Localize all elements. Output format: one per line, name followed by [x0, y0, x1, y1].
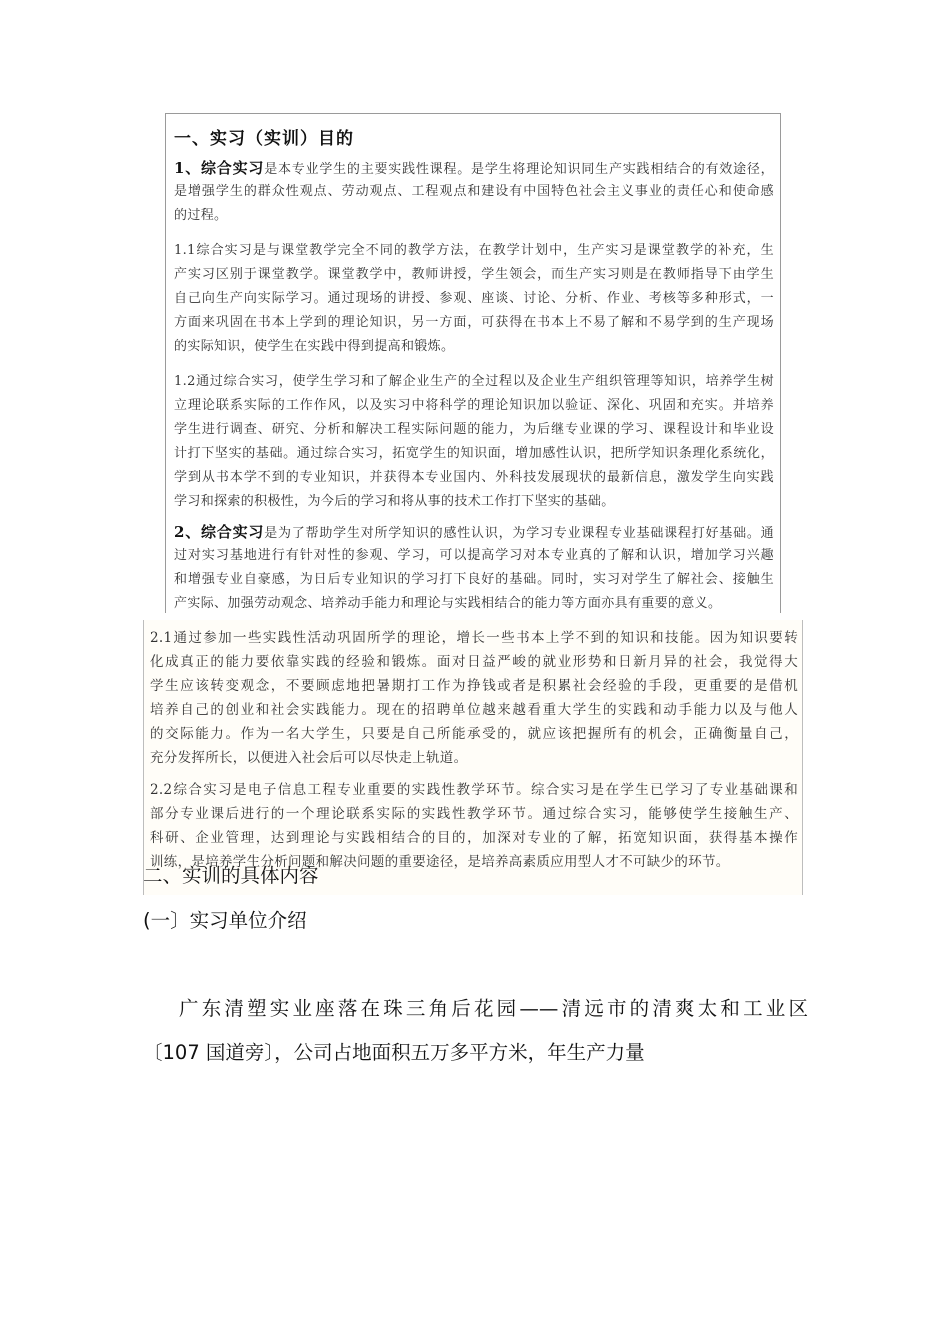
paragraph-line: 立理论联系实际的工作作风，以及实习中将科学的理论知识加以验证、深化、巩固和充实。并培养	[174, 398, 774, 413]
paragraph-line: 和增强专业自豪感，为日后专业知识的学习打下良好的基础。同时，实习对学生了解社会、接触生	[174, 572, 774, 587]
paragraph-line: 计打下坚实的基础。通过综合实习，拓宽学生的知识面，增加感性认识，把所学知识条理化系统化，	[174, 446, 774, 461]
paragraph-line: 2.1通过参加一些实践性活动巩固所学的理论，增长一些书本上学不到的知识和技能。因为知识要转	[150, 630, 798, 646]
paragraph-line: 化成真正的能力要依靠实践的经验和锻炼。面对日益严峻的就业形势和日新月异的社会，我觉得大	[150, 654, 798, 670]
paragraph-line: 2、综合实习是为了帮助学生对所学知识的感性认识，为学习专业课程专业基础课程打好基础。通	[174, 523, 774, 541]
section-heading-content: 二、实训的具体内容	[143, 864, 319, 887]
paragraph-line: 的过程。	[174, 208, 228, 223]
subsection-heading-company: (一〕实习单位介绍	[143, 909, 307, 932]
paragraph-line: 是增强学生的群众性观点、劳动观点、工程观点和建设有中国特色社会主义事业的责任心和使命感	[174, 184, 774, 199]
paragraph-line: 1.1综合实习是与课堂教学完全不同的教学方法，在教学计划中，生产实习是课堂教学的补充，生	[174, 243, 774, 258]
paragraph-line: 学生应该转变观念，不要顾虑地把暑期打工作为挣钱或者是积累社会经验的手段，更重要的是借机	[150, 678, 798, 694]
paragraph-line: 过对实习基地进行有针对性的参观、学习，可以提高学习对本专业真的了解和认识，增加学习兴趣	[174, 548, 774, 563]
paragraph-line: 方面来巩固在书本上学到的理论知识，另一方面，可获得在书本上不易了解和不易学到的生产现场	[174, 315, 774, 330]
paragraph-line: 学生进行调查、研究、分析和解决工程实际问题的能力，为后继专业课的学习、课程设计和毕业设	[174, 422, 774, 437]
company-intro-paragraph	[143, 987, 808, 1075]
paragraph-line: 1.2通过综合实习，使学生学习和了解企业生产的全过程以及企业生产组织管理等知识，培养学生树	[174, 374, 774, 389]
paragraph-line: 自己向生产向实际学习。通过现场的讲授、参观、座谈、讨论、分析、作业、考核等多种形式，一	[174, 291, 774, 306]
paragraph-line: 的交际能力。作为一名大学生，只要是自己所能承受的，就应该把握所有的机会，正确衡量自己，	[150, 726, 798, 742]
scanned-section-1	[165, 113, 781, 613]
paragraph-line: 产实际、加强劳动观念、培养动手能力和理论与实践相结合的能力等方面亦具有重要的意义。	[174, 596, 722, 611]
paragraph-lead: 1、综合实习	[174, 159, 265, 177]
paragraph-line: 培养自己的创业和社会实践能力。现在的招聘单位越来越看重大学生的实践和动手能力以及与他人	[150, 702, 798, 718]
scanned-section-2	[143, 620, 803, 895]
paragraph-line: 训练，是培养学生分析问题和解决问题的重要途径，是培养高素质应用型人才不可缺少的环节。	[150, 854, 730, 870]
paragraph-line: 部分专业课后进行的一个理论联系实际的实践性教学环节。通过综合实习，能够使学生接触生产、	[150, 806, 798, 822]
paragraph-2-1	[150, 626, 798, 770]
paragraph-line: 的实际知识，使学生在实践中得到提高和锻炼。	[174, 339, 455, 354]
paragraph-2	[174, 520, 774, 616]
paragraph-line: 广东清塑实业座落在珠三角后花园——清远市的清爽太和工业区	[179, 997, 808, 1020]
paragraph-line: 学习和探索的积极性，为今后的学习和将从事的技术工作打下坚实的基础。	[174, 494, 615, 509]
paragraph-1-2	[174, 370, 774, 514]
paragraph-line: 充分发挥所长，以便进入社会后可以尽快走上轨道。	[150, 750, 468, 766]
paragraph-line: 2.2综合实习是电子信息工程专业重要的实践性教学环节。综合实习是在学生已学习了专业基础课和	[150, 782, 798, 798]
paragraph-line: 产实习区别于课堂教学。课堂教学中，教师讲授，学生领会，而生产实习则是在教师指导下由学生	[174, 267, 774, 282]
paragraph-line: 科研、企业管理，达到理论与实践相结合的目的，加深对专业的了解，拓宽知识面，获得基本操作	[150, 830, 798, 846]
paragraph-line: 〔107 国道旁〕，公司占地面积五万多平方米，年生产力量	[143, 1041, 645, 1064]
paragraph-lead: 2、综合实习	[174, 523, 265, 541]
section-heading-purpose: 一、实习（实训）目的	[174, 129, 354, 149]
paragraph-1-1	[174, 239, 774, 359]
paragraph-line: 1、综合实习是本专业学生的主要实践性课程。是学生将理论知识同生产实践相结合的有效途径，	[174, 159, 774, 177]
paragraph-line: 学到从书本学不到的专业知识，并获得本专业国内、外科技发展现状的最新信息，激发学生向实践	[174, 470, 774, 485]
paragraph-1	[174, 156, 774, 228]
